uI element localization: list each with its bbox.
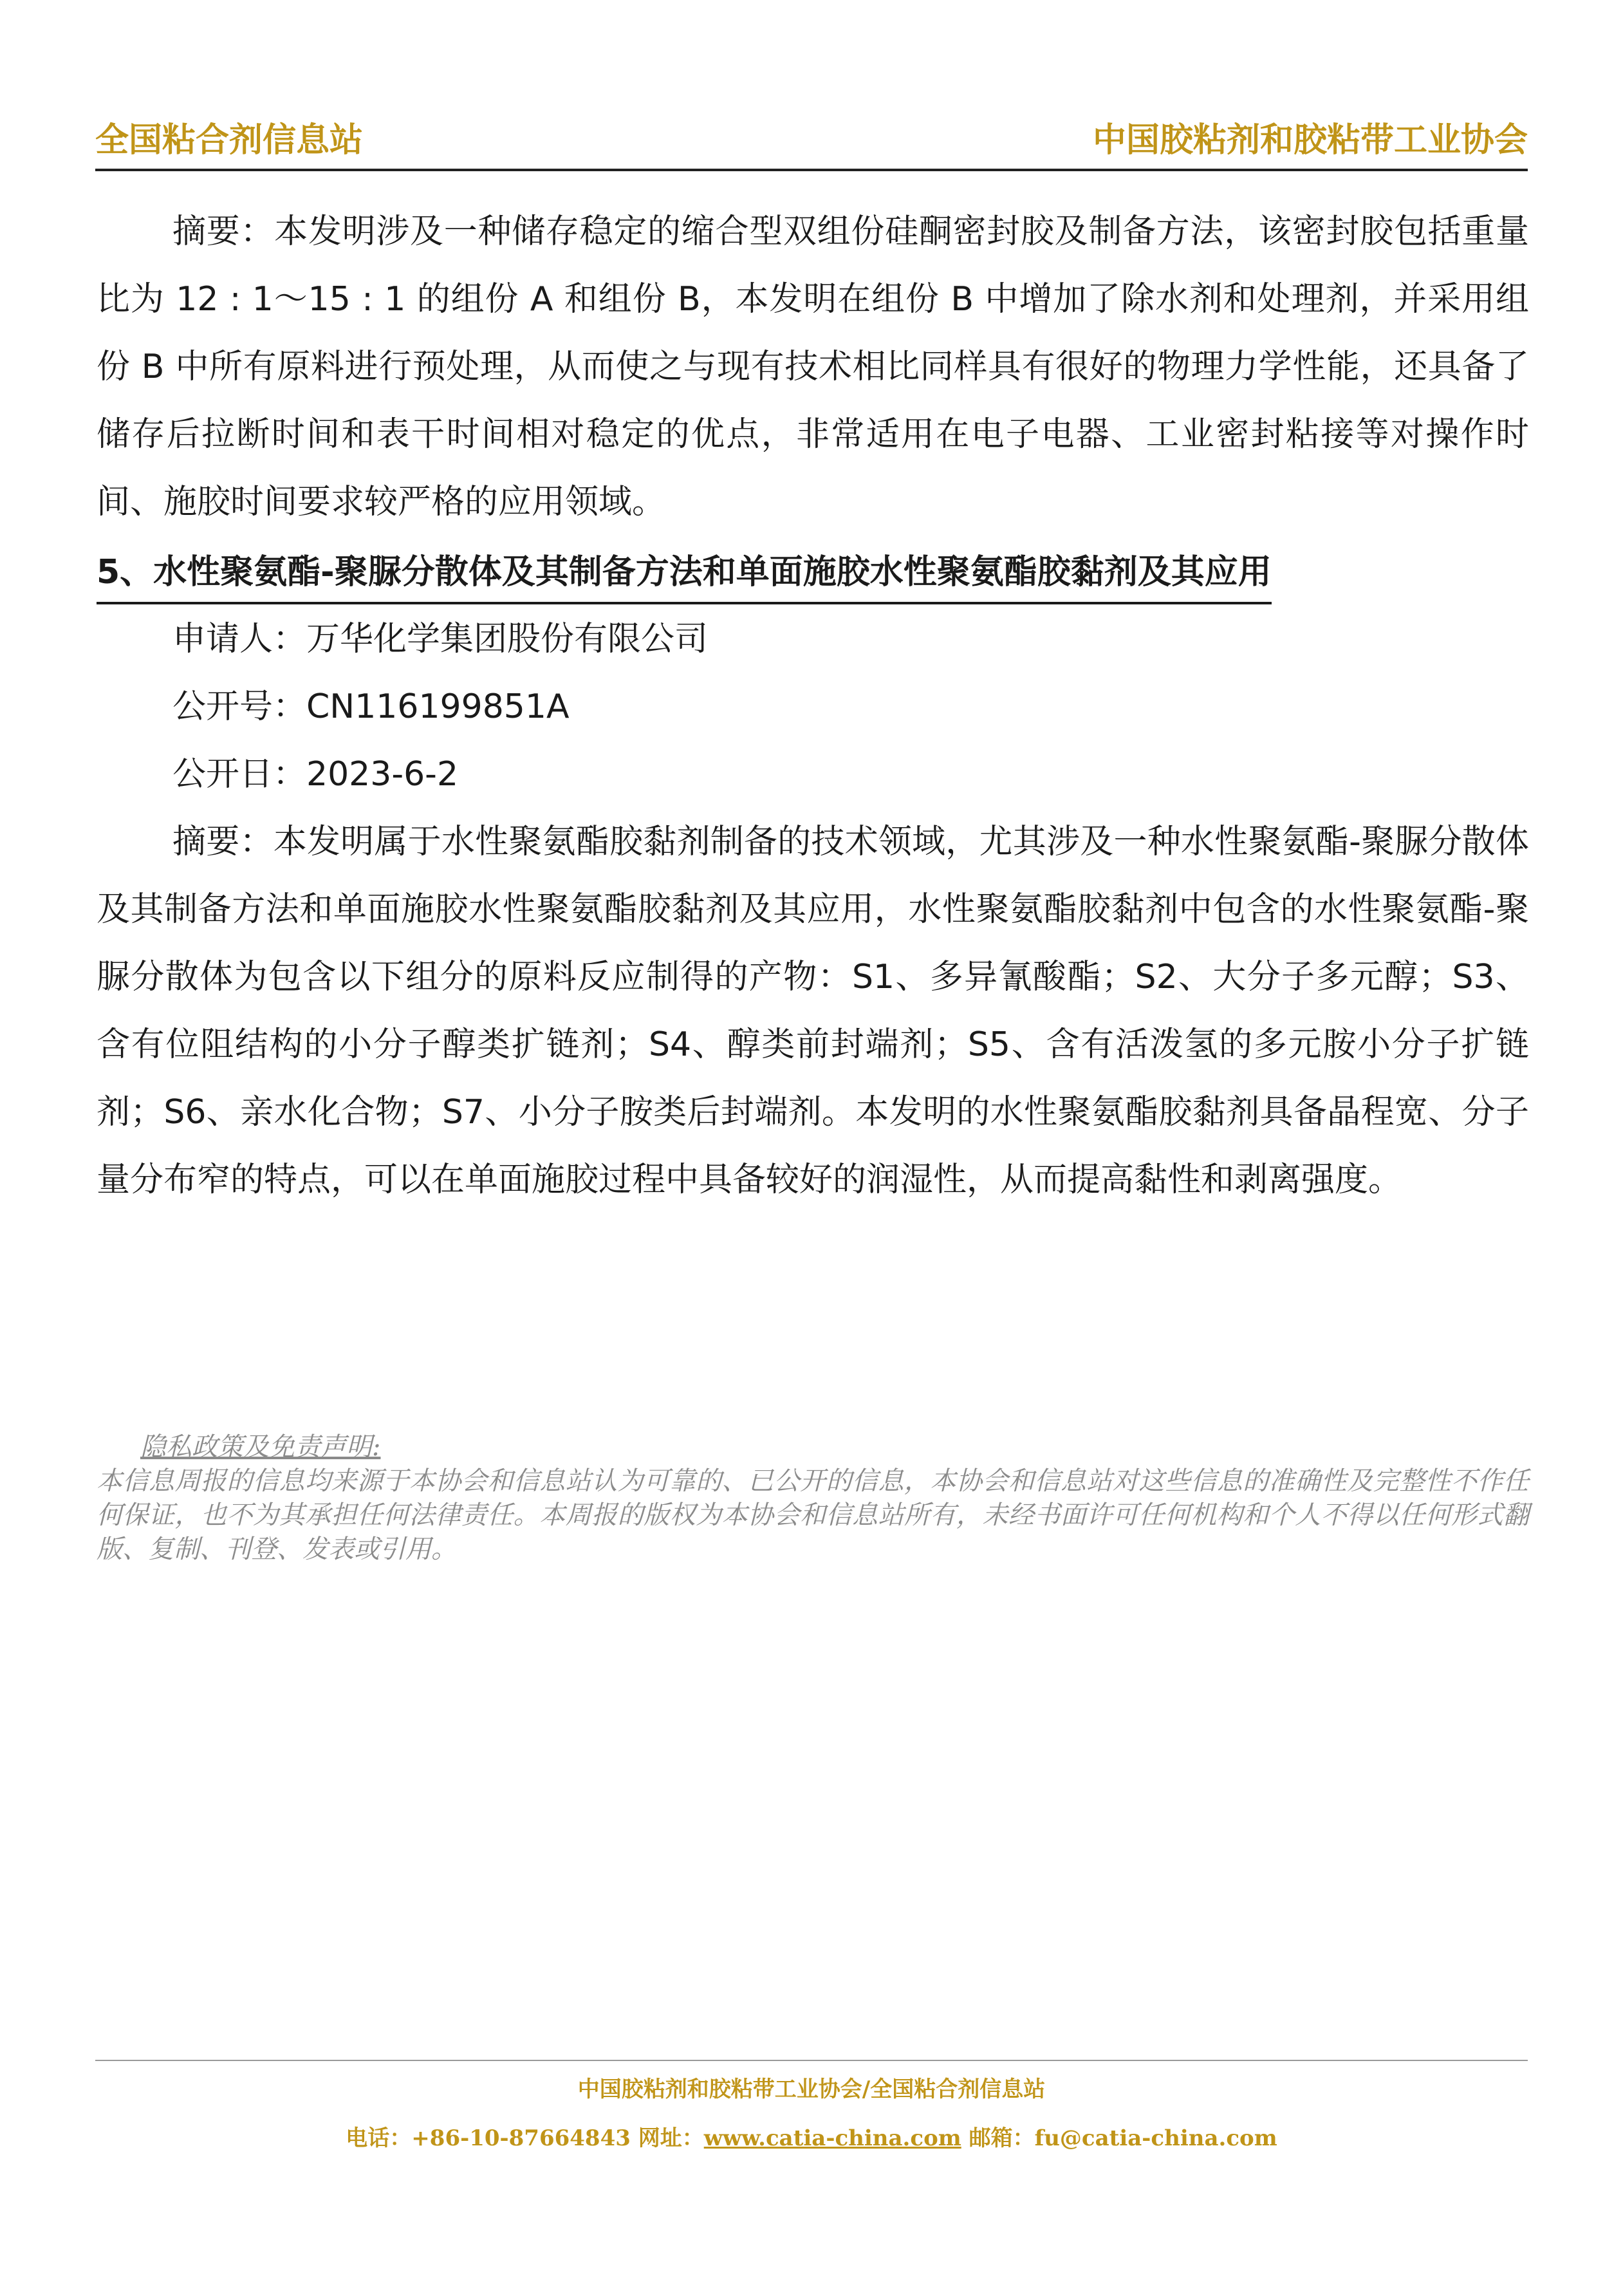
header-association-name: 中国胶粘剂和胶粘带工业协会 bbox=[1092, 120, 1528, 160]
item5-title: 5、水性聚氨酯-聚脲分散体及其制备方法和单面施胶水性聚氨酯胶黏剂及其应用 bbox=[97, 543, 1272, 604]
main-content bbox=[97, 198, 1529, 1214]
item5-abstract: 摘要：本发明属于水性聚氨酯胶黏剂制备的技术领域，尤其涉及一种水性聚氨酯-聚脲分散体及其制备方法和单面施胶水性聚氨酯胶黏剂及其应用，水性聚氨酯胶黏剂中包含的水性聚氨酯-聚脲分散体为包含以下组分的原料反应制得的产物：S1、多异氰酸酯；S2、大分子多元醇；S3、含有位阻结构的小分子醇类扩链剂；S4、醇类前封端剂；S5、含有活泼氢的多元胺小分子扩链剂；S6、亲水化合物；S7、小分子胺类后封端剂。本发明的水性聚氨酯胶黏剂具备晶程宽、分子量分布窄的特点，可以在单面施胶过程中具备较好的润湿性，从而提高黏性和剥离强度。 bbox=[97, 823, 1529, 1199]
item5-applicant: 申请人：万华化学集团股份有限公司 bbox=[172, 620, 709, 658]
footer-organization: 中国胶粘剂和胶粘带工业协会/全国粘合剂信息站 bbox=[577, 2077, 1046, 2102]
footer-contact bbox=[0, 2120, 1623, 2156]
disclaimer-title: 隐私政策及免责声明: bbox=[140, 1432, 381, 1462]
disclaimer bbox=[97, 1430, 1529, 1567]
item5-pub-number: 公开号：CN116199851A bbox=[172, 687, 570, 726]
footer-email: 邮箱：fu@catia-china.com bbox=[961, 2125, 1277, 2151]
item4-abstract: 摘要：本发明涉及一种储存稳定的缩合型双组份硅酮密封胶及制备方法，该密封胶包括重量比为 12 : 1～15 : 1 的组份 A 和组份 B，本发明在组份 B 中增加了除水剂和处理剂，并采用组份 B 中所有原料进行预处理，从而使之与现有技术相比同样具有很好的物理力学性能，还具备了储存后拉断时间和表干时间相对稳定的优点，非常适用在电子电器、工业密封粘接等对操作时间、施胶时间要求较严格的应用领域。 bbox=[97, 212, 1529, 521]
footer-phone: 电话：+86-10-87664843 网址： bbox=[346, 2125, 704, 2151]
item5-section bbox=[97, 536, 1529, 1214]
footer-website-link[interactable]: www.catia-china.com bbox=[703, 2125, 961, 2151]
header-divider bbox=[95, 169, 1528, 171]
disclaimer-body: 本信息周报的信息均来源于本协会和信息站认为可靠的、已公开的信息，本协会和信息站对这些信息的准确性及完整性不作任何保证，也不为其承担任何法律责任。本周报的版权为本协会和信息站所有，未经书面许可任何机构和个人不得以任何形式翻版、复制、刊登、发表或引用。 bbox=[97, 1466, 1529, 1564]
header-site-name: 全国粘合剂信息站 bbox=[95, 120, 364, 160]
page-header bbox=[95, 115, 1528, 166]
footer-divider bbox=[95, 2060, 1528, 2061]
item5-pub-date: 公开日：2023-6-2 bbox=[172, 755, 459, 794]
